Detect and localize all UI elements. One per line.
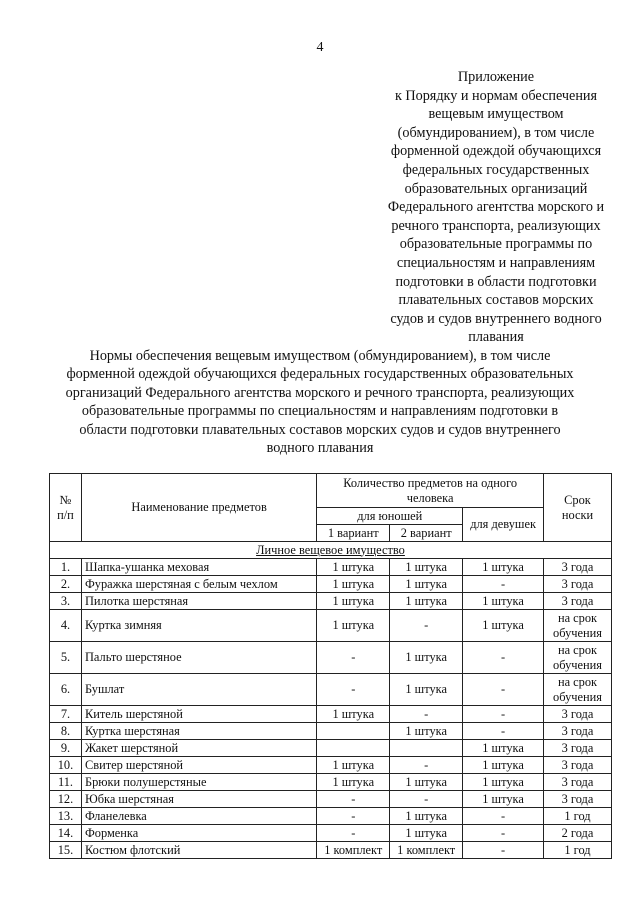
wear-term-cell: 3 года — [544, 723, 612, 740]
appendix-line: федеральных государственных — [402, 161, 590, 178]
wear-term-cell: 3 года — [544, 559, 612, 576]
variant1-qty-cell: 1 штука — [317, 593, 390, 610]
item-name-cell: Пальто шерстяное — [81, 642, 316, 674]
item-name-cell: Пилотка шерстяная — [81, 593, 316, 610]
section-heading: Личное вещевое имущество — [50, 542, 612, 559]
appendix-line: Федерального агентства морского и — [387, 199, 605, 216]
wear-term-cell: 1 год — [544, 842, 612, 859]
variant1-qty-cell: 1 комплект — [317, 842, 390, 859]
item-name-cell: Фуражка шерстяная с белым чехлом — [81, 576, 316, 593]
table-row — [50, 842, 612, 859]
item-name-cell: Юбка шерстяная — [81, 791, 316, 808]
norms-title-line: области подготовки плавательных составов морских судов и судов внутреннего — [79, 421, 561, 438]
variant2-qty-cell: 1 штука — [390, 559, 463, 576]
row-number-cell: 11. — [50, 774, 82, 791]
wear-term-cell: 3 года — [544, 593, 612, 610]
norms-title-line: организаций Федерального агентства морского и речного транспорта, реализующих — [65, 384, 575, 401]
row-number-cell: 13. — [50, 808, 82, 825]
variant2-qty-cell: 1 штука — [390, 723, 463, 740]
row-number-cell: 9. — [50, 740, 82, 757]
appendix-line: речного транспорта, реализующих — [391, 217, 601, 234]
wear-term-cell: 3 года — [544, 774, 612, 791]
girls-qty-cell: 1 штука — [463, 610, 544, 642]
variant2-qty-cell: 1 штука — [390, 642, 463, 674]
item-name-cell: Костюм флотский — [81, 842, 316, 859]
row-number-cell: 14. — [50, 825, 82, 842]
variant2-qty-cell: - — [390, 757, 463, 774]
table-row — [50, 740, 612, 757]
row-number-cell: 15. — [50, 842, 82, 859]
table-row — [50, 576, 612, 593]
girls-qty-cell: 1 штука — [463, 791, 544, 808]
variant1-qty-cell — [317, 740, 390, 757]
wear-term-cell: 1 год — [544, 808, 612, 825]
appendix-line: вещевым имуществом — [428, 106, 564, 123]
table-row — [50, 706, 612, 723]
header-term: Срок носки — [544, 474, 612, 542]
wear-term-cell: на срок обучения — [544, 674, 612, 706]
variant2-qty-cell — [390, 740, 463, 757]
header-boys: для юношей — [317, 508, 463, 525]
norms-table — [49, 473, 612, 859]
header-var2: 2 вариант — [390, 525, 463, 542]
item-name-cell: Форменка — [81, 825, 316, 842]
girls-qty-cell: 1 штука — [463, 757, 544, 774]
variant2-qty-cell: 1 штука — [390, 593, 463, 610]
wear-term-cell: 3 года — [544, 740, 612, 757]
girls-qty-cell: 1 штука — [463, 559, 544, 576]
appendix-line: подготовки в области подготовки — [395, 273, 597, 290]
table-row — [50, 774, 612, 791]
variant2-qty-cell: - — [390, 791, 463, 808]
norms-title-line: образовательные программы по специальностям и направлениям подготовки в — [81, 403, 559, 420]
appendix-line: судов и судов внутреннего водного — [390, 310, 602, 327]
girls-qty-cell: - — [463, 576, 544, 593]
item-name-cell: Китель шерстяной — [81, 706, 316, 723]
girls-qty-cell: - — [463, 723, 544, 740]
variant1-qty-cell: - — [317, 808, 390, 825]
variant2-qty-cell: - — [390, 706, 463, 723]
table-row — [50, 723, 612, 740]
norms-title-line: форменной одеждой обучающихся федеральных государственных образовательных — [66, 366, 574, 383]
variant1-qty-cell: 1 штука — [317, 576, 390, 593]
variant1-qty-cell — [317, 723, 390, 740]
item-name-cell: Фланелевка — [81, 808, 316, 825]
item-name-cell: Брюки полушерстяные — [81, 774, 316, 791]
wear-term-cell: 3 года — [544, 706, 612, 723]
row-number-cell: 7. — [50, 706, 82, 723]
appendix-line: плавания — [468, 329, 524, 346]
girls-qty-cell: - — [463, 842, 544, 859]
row-number-cell: 1. — [50, 559, 82, 576]
row-number-cell: 2. — [50, 576, 82, 593]
variant2-qty-cell: 1 штука — [390, 674, 463, 706]
row-number-cell: 3. — [50, 593, 82, 610]
appendix-block — [346, 68, 640, 347]
variant2-qty-cell: 1 штука — [390, 774, 463, 791]
variant2-qty-cell: 1 комплект — [390, 842, 463, 859]
appendix-line: специальностям и направлениям — [396, 254, 596, 271]
variant1-qty-cell: - — [317, 791, 390, 808]
variant2-qty-cell: - — [390, 610, 463, 642]
table-row — [50, 757, 612, 774]
table-row — [50, 791, 612, 808]
wear-term-cell: 2 года — [544, 825, 612, 842]
variant2-qty-cell: 1 штука — [390, 825, 463, 842]
table-row — [50, 674, 612, 706]
row-number-cell: 10. — [50, 757, 82, 774]
item-name-cell: Куртка шерстяная — [81, 723, 316, 740]
appendix-line: к Порядку и нормам обеспечения — [394, 87, 598, 104]
item-name-cell: Жакет шерстяной — [81, 740, 316, 757]
wear-term-cell: на срок обучения — [544, 642, 612, 674]
page-number: 4 — [316, 40, 324, 55]
girls-qty-cell: - — [463, 706, 544, 723]
norms-title-line: Нормы обеспечения вещевым имуществом (обмундированием), в том числе — [89, 348, 551, 364]
table-row — [50, 559, 612, 576]
header-name: Наименование предметов — [81, 474, 316, 542]
item-name-cell: Шапка-ушанка меховая — [81, 559, 316, 576]
variant1-qty-cell: 1 штука — [317, 706, 390, 723]
wear-term-cell: 3 года — [544, 757, 612, 774]
wear-term-cell: 3 года — [544, 791, 612, 808]
variant2-qty-cell: 1 штука — [390, 808, 463, 825]
header-var1: 1 вариант — [317, 525, 390, 542]
appendix-line: образовательных организаций — [404, 180, 588, 197]
appendix-line: Приложение — [457, 69, 535, 85]
norms-title-line: водного плавания — [266, 440, 374, 457]
girls-qty-cell: - — [463, 642, 544, 674]
girls-qty-cell: 1 штука — [463, 593, 544, 610]
variant1-qty-cell: 1 штука — [317, 757, 390, 774]
row-number-cell: 6. — [50, 674, 82, 706]
girls-qty-cell: 1 штука — [463, 740, 544, 757]
variant1-qty-cell: 1 штука — [317, 774, 390, 791]
header-qty: Количество предметов на одного человека — [317, 474, 544, 508]
table-row — [50, 642, 612, 674]
wear-term-cell: 3 года — [544, 576, 612, 593]
row-number-cell: 4. — [50, 610, 82, 642]
girls-qty-cell: - — [463, 825, 544, 842]
table-row — [50, 808, 612, 825]
variant1-qty-cell: - — [317, 642, 390, 674]
variant1-qty-cell: 1 штука — [317, 610, 390, 642]
appendix-line: (обмундированием), в том числе — [397, 124, 595, 141]
item-name-cell: Бушлат — [81, 674, 316, 706]
table-row — [50, 825, 612, 842]
norms-title — [40, 347, 600, 457]
variant1-qty-cell: - — [317, 674, 390, 706]
wear-term-cell: на срок обучения — [544, 610, 612, 642]
table-row — [50, 593, 612, 610]
table-row — [50, 610, 612, 642]
appendix-line: форменной одеждой обучающихся — [390, 143, 602, 160]
girls-qty-cell: - — [463, 808, 544, 825]
girls-qty-cell: - — [463, 674, 544, 706]
row-number-cell: 8. — [50, 723, 82, 740]
appendix-line: плавательных составов морских — [398, 292, 594, 309]
appendix-line: образовательные программы по — [399, 236, 593, 253]
item-name-cell: Свитер шерстяной — [81, 757, 316, 774]
girls-qty-cell: 1 штука — [463, 774, 544, 791]
variant1-qty-cell: - — [317, 825, 390, 842]
header-girls: для девушек — [463, 508, 544, 542]
item-name-cell: Куртка зимняя — [81, 610, 316, 642]
row-number-cell: 5. — [50, 642, 82, 674]
variant2-qty-cell: 1 штука — [390, 576, 463, 593]
variant1-qty-cell: 1 штука — [317, 559, 390, 576]
header-num: № п/п — [50, 474, 82, 542]
row-number-cell: 12. — [50, 791, 82, 808]
